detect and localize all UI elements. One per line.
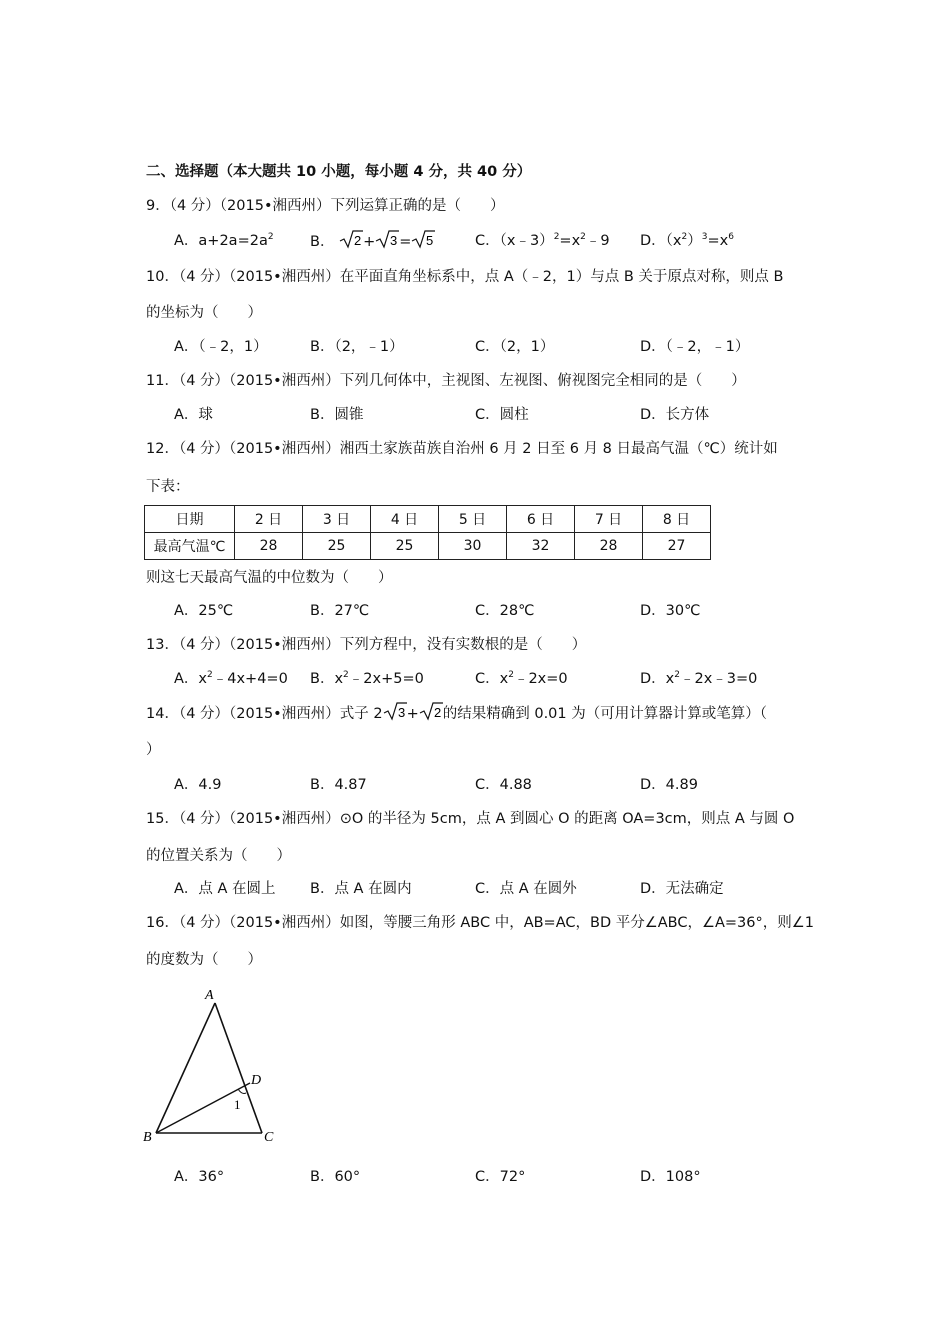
angle-1-arc — [238, 1089, 246, 1094]
q15-option-c: C．点 A 在圆外 — [475, 881, 577, 897]
q16-option-a: A．36° — [174, 1169, 225, 1185]
q16-stem-line2: 的度数为（ ） — [146, 952, 262, 968]
q10-option-b: B．（2，﹣1） — [310, 339, 404, 355]
table-header-cell: 4 日 — [371, 506, 439, 533]
sqrt-symbol — [375, 229, 399, 249]
q9-option-d: D．$(x^2)^3=x^6$ — [640, 232, 734, 249]
vertex-label-b: B — [143, 1130, 152, 1145]
q12-after-table: 则这七天最高气温的中位数为（ ） — [146, 570, 393, 586]
table-header-cell: 8 日 — [643, 506, 711, 533]
table-cell: 25 — [303, 533, 371, 560]
q12-option-b: B．27℃ — [310, 603, 370, 619]
triangle-figure — [138, 985, 288, 1149]
q9-option-c: C．$(x﹣3)^2=x^2﹣9$ — [475, 232, 610, 249]
sqrt-symbol — [339, 229, 363, 249]
q9-option-b: B． 2 + 3 = 5 — [310, 229, 435, 251]
table-row-label: 最高气温℃ — [145, 533, 235, 560]
q11-option-d: D．长方体 — [640, 407, 710, 423]
vertex-label-c: C — [264, 1130, 274, 1145]
vertex-label-d: D — [251, 1073, 262, 1088]
q12-option-c: C．28℃ — [475, 603, 535, 619]
q10-option-c: C．（2，1） — [475, 339, 555, 355]
q15-stem-line1: 15．（4 分）（2015•湘西州）⊙O 的半径为 5cm，点 A 到圆心 O 的距离 OA=3cm，则点 A 与圆 O — [146, 811, 795, 827]
q16-option-b: B．60° — [310, 1169, 361, 1185]
table-cell: 25 — [371, 533, 439, 560]
q14-option-c: C．4.88 — [475, 777, 532, 793]
q16-option-c: C．72° — [475, 1169, 526, 1185]
q14-stem-line2: ） — [146, 742, 161, 758]
table-row — [145, 533, 711, 560]
q10-stem-line1: 10．（4 分）（2015•湘西州）在平面直角坐标系中，点 A（﹣2，1）与点 B 关于原点对称，则点 B — [146, 269, 784, 285]
table-cell: 30 — [439, 533, 507, 560]
q12-stem-line1: 12．（4 分）（2015•湘西州）湘西土家族苗族自治州 6 月 2 日至 6 月 8 日最高气温（℃）统计如 — [146, 441, 778, 457]
q15-option-b: B．点 A 在圆内 — [310, 881, 412, 897]
table-cell: 27 — [643, 533, 711, 560]
vertex-label-a: A — [205, 988, 214, 1003]
side-ac — [215, 1003, 262, 1133]
side-ab — [156, 1003, 215, 1133]
svg-text:2: 2 — [354, 233, 362, 248]
svg-text:5: 5 — [426, 233, 434, 248]
section-title: 二、选择题（本大题共 10 小题，每小题 4 分，共 40 分） — [146, 164, 532, 180]
q10-stem-line2: 的坐标为（ ） — [146, 305, 262, 321]
sqrt-symbol — [419, 701, 443, 721]
table-header-cell: 日期 — [145, 506, 235, 533]
temperature-table — [144, 505, 711, 560]
q13-option-a: A．$x^2﹣4x+4=0$ — [174, 670, 288, 687]
q13-option-c: C．$x^2﹣2x=0$ — [475, 670, 568, 687]
q13-option-b: B．$x^2﹣2x+5=0$ — [310, 670, 424, 687]
table-header-row — [145, 506, 711, 533]
q16-stem-line1: 16．（4 分）（2015•湘西州）如图，等腰三角形 ABC 中，AB=AC，BD 平分∠ABC，∠A=36°，则∠1 — [146, 915, 814, 931]
q15-stem-line2: 的位置关系为（ ） — [146, 848, 291, 864]
svg-text:3: 3 — [390, 233, 398, 248]
sqrt-symbol — [383, 701, 407, 721]
q11-stem: 11．（4 分）（2015•湘西州）下列几何体中，主视图、左视图、俯视图完全相同的是（ ） — [146, 373, 746, 389]
q13-option-d: D．$x^2﹣2x﹣3=0$ — [640, 670, 758, 687]
q11-option-a: A．球 — [174, 407, 213, 423]
table-header-cell: 3 日 — [303, 506, 371, 533]
q14-option-d: D．4.89 — [640, 777, 698, 793]
q14-stem-line1: 14．（4 分）（2015•湘西州）式子 2 3 + 2 的结果精确到 0.01 为（可用计算器计算或笔算）（ — [146, 701, 767, 723]
q15-option-a: A．点 A 在圆上 — [174, 881, 276, 897]
table-header-cell: 7 日 — [575, 506, 643, 533]
q10-option-a: A．（﹣2，1） — [174, 339, 268, 355]
q10-option-d: D．（﹣2，﹣1） — [640, 339, 750, 355]
q11-option-c: C．圆柱 — [475, 407, 529, 423]
svg-text:2: 2 — [433, 705, 441, 720]
q12-option-a: A．25℃ — [174, 603, 234, 619]
table-header-cell: 5 日 — [439, 506, 507, 533]
q13-stem: 13．（4 分）（2015•湘西州）下列方程中，没有实数根的是（ ） — [146, 637, 587, 653]
table-cell: 32 — [507, 533, 575, 560]
angle-label-1: 1 — [234, 1097, 241, 1112]
table-header-cell: 2 日 — [235, 506, 303, 533]
table-header-cell: 6 日 — [507, 506, 575, 533]
svg-text:3: 3 — [397, 705, 405, 720]
q14-option-a: A．4.9 — [174, 777, 222, 793]
q9-stem: 9．（4 分）（2015•湘西州）下列运算正确的是（ ） — [146, 198, 505, 214]
q12-stem-line2: 下表： — [146, 479, 190, 495]
q12-option-d: D．30℃ — [640, 603, 701, 619]
q15-option-d: D．无法确定 — [640, 881, 724, 897]
table-cell: 28 — [235, 533, 303, 560]
q9-option-a: A．$a+2a=2a^2$ — [174, 232, 274, 249]
sqrt-symbol — [411, 229, 435, 249]
table-cell: 28 — [575, 533, 643, 560]
q14-option-b: B．4.87 — [310, 777, 367, 793]
q11-option-b: B．圆锥 — [310, 407, 364, 423]
q16-option-d: D．108° — [640, 1169, 701, 1185]
